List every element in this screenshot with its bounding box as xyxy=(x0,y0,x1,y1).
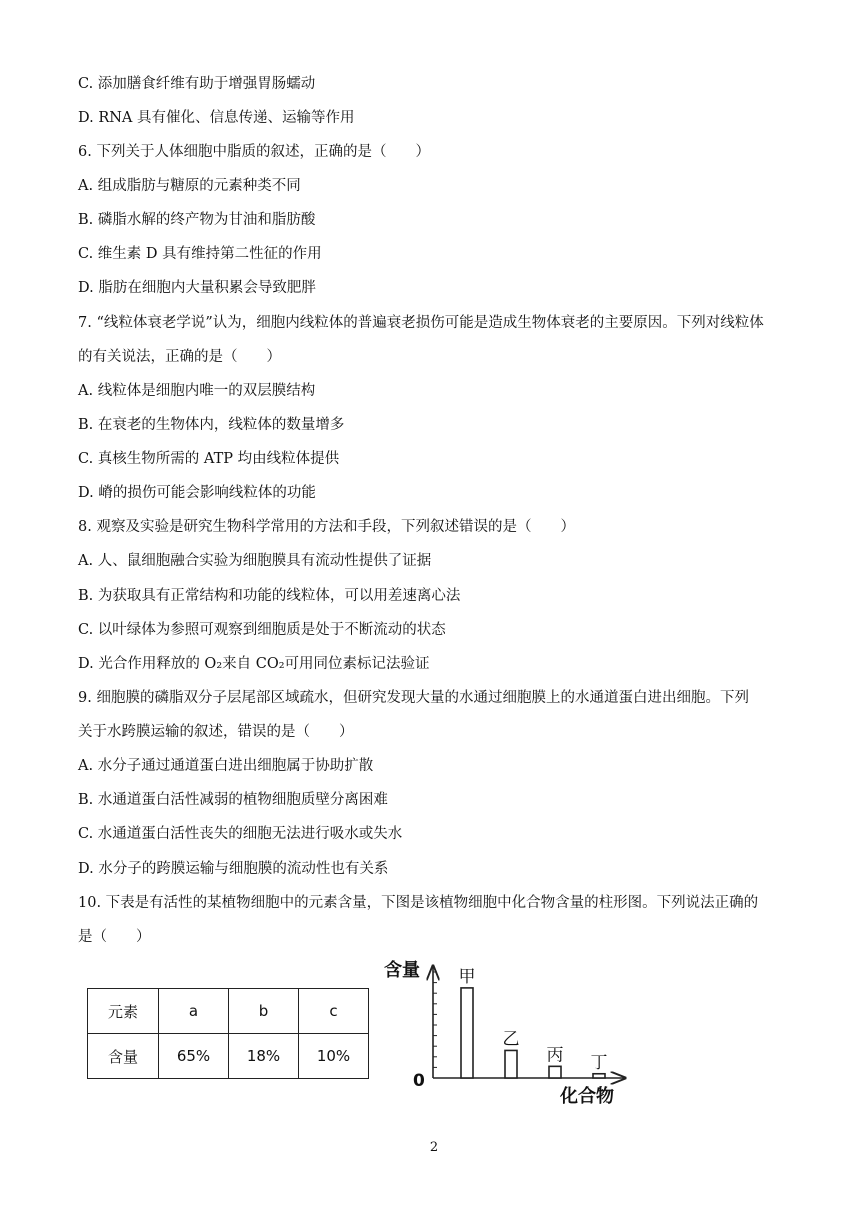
text-line: A. 组成脂肪与糖原的元素种类不同 xyxy=(78,178,301,194)
text-line: B. 磷脂水解的终产物为甘油和脂肪酸 xyxy=(78,212,316,228)
text-line: C. 添加膳食纤维有助于增强胃肠蠕动 xyxy=(78,76,316,92)
table-cell: 10% xyxy=(299,1034,369,1079)
table-cell: 含量 xyxy=(88,1034,159,1079)
text-line: 是（ ） xyxy=(78,929,151,945)
text-line: D. 脂肪在细胞内大量积累会导致肥胖 xyxy=(78,280,316,296)
page-number: 2 xyxy=(429,1140,439,1155)
text-line: 的有关说法，正确的是（ ） xyxy=(78,349,281,365)
table-header-row xyxy=(88,989,369,1034)
bar xyxy=(593,1074,605,1078)
bar-category-label: 甲 xyxy=(458,966,476,987)
origin-label: 0 xyxy=(413,1071,425,1091)
text-line: D. RNA 具有催化、信息传递、运输等作用 xyxy=(78,110,355,126)
y-axis-label: 含量 xyxy=(384,960,420,981)
text-line: A. 线粒体是细胞内唯一的双层膜结构 xyxy=(78,383,316,399)
text-line: 7. “线粒体衰老学说”认为，细胞内线粒体的普遍衰老损伤可能是造成生物体衰老的主要原因。下列对线粒体 xyxy=(78,315,764,331)
compound-bar-chart xyxy=(380,952,640,1112)
table-row xyxy=(88,1034,369,1079)
text-line: C. 水通道蛋白活性丧失的细胞无法进行吸水或失水 xyxy=(78,826,403,842)
table-cell: b xyxy=(229,989,299,1034)
bar xyxy=(505,1050,517,1078)
text-line: 10. 下表是有活性的某植物细胞中的元素含量，下图是该植物细胞中化合物含量的柱形图。下列说法正确的 xyxy=(78,895,759,911)
text-line: A. 水分子通过通道蛋白进出细胞属于协助扩散 xyxy=(78,758,374,774)
text-line: D. 光合作用释放的 O₂来自 CO₂可用同位素标记法验证 xyxy=(78,656,430,672)
text-line: B. 水通道蛋白活性减弱的植物细胞质壁分离困难 xyxy=(78,792,388,808)
text-line: D. 水分子的跨膜运输与细胞膜的流动性也有关系 xyxy=(78,861,389,877)
text-line: 8. 观察及实验是研究生物科学常用的方法和手段，下列叙述错误的是（ ） xyxy=(78,519,575,535)
text-line: D. 嵴的损伤可能会影响线粒体的功能 xyxy=(78,485,316,501)
element-content-table xyxy=(87,988,369,1079)
bar-category-label: 丁 xyxy=(590,1052,608,1073)
table-cell: 65% xyxy=(159,1034,229,1079)
text-line: 6. 下列关于人体细胞中脂质的叙述，正确的是（ ） xyxy=(78,144,430,160)
x-axis-label: 化合物 xyxy=(560,1086,614,1107)
table-cell: c xyxy=(299,989,369,1034)
table-cell: 元素 xyxy=(88,989,159,1034)
text-line: B. 为获取具有正常结构和功能的线粒体，可以用差速离心法 xyxy=(78,588,461,604)
text-line: C. 真核生物所需的 ATP 均由线粒体提供 xyxy=(78,451,340,467)
bar xyxy=(461,988,473,1078)
bar xyxy=(549,1066,561,1078)
table-cell: 18% xyxy=(229,1034,299,1079)
bar-category-label: 乙 xyxy=(502,1029,520,1050)
text-line: C. 维生素 D 具有维持第二性征的作用 xyxy=(78,246,322,262)
text-line: 9. 细胞膜的磷脂双分子层尾部区域疏水，但研究发现大量的水通过细胞膜上的水通道蛋白进出细胞。下列 xyxy=(78,690,749,706)
table-cell: a xyxy=(159,989,229,1034)
text-line: A. 人、鼠细胞融合实验为细胞膜具有流动性提供了证据 xyxy=(78,553,432,569)
bar-category-label: 丙 xyxy=(546,1045,564,1066)
text-line: B. 在衰老的生物体内，线粒体的数量增多 xyxy=(78,417,345,433)
text-line: 关于水跨膜运输的叙述，错误的是（ ） xyxy=(78,724,354,740)
text-line: C. 以叶绿体为参照可观察到细胞质是处于不断流动的状态 xyxy=(78,622,446,638)
